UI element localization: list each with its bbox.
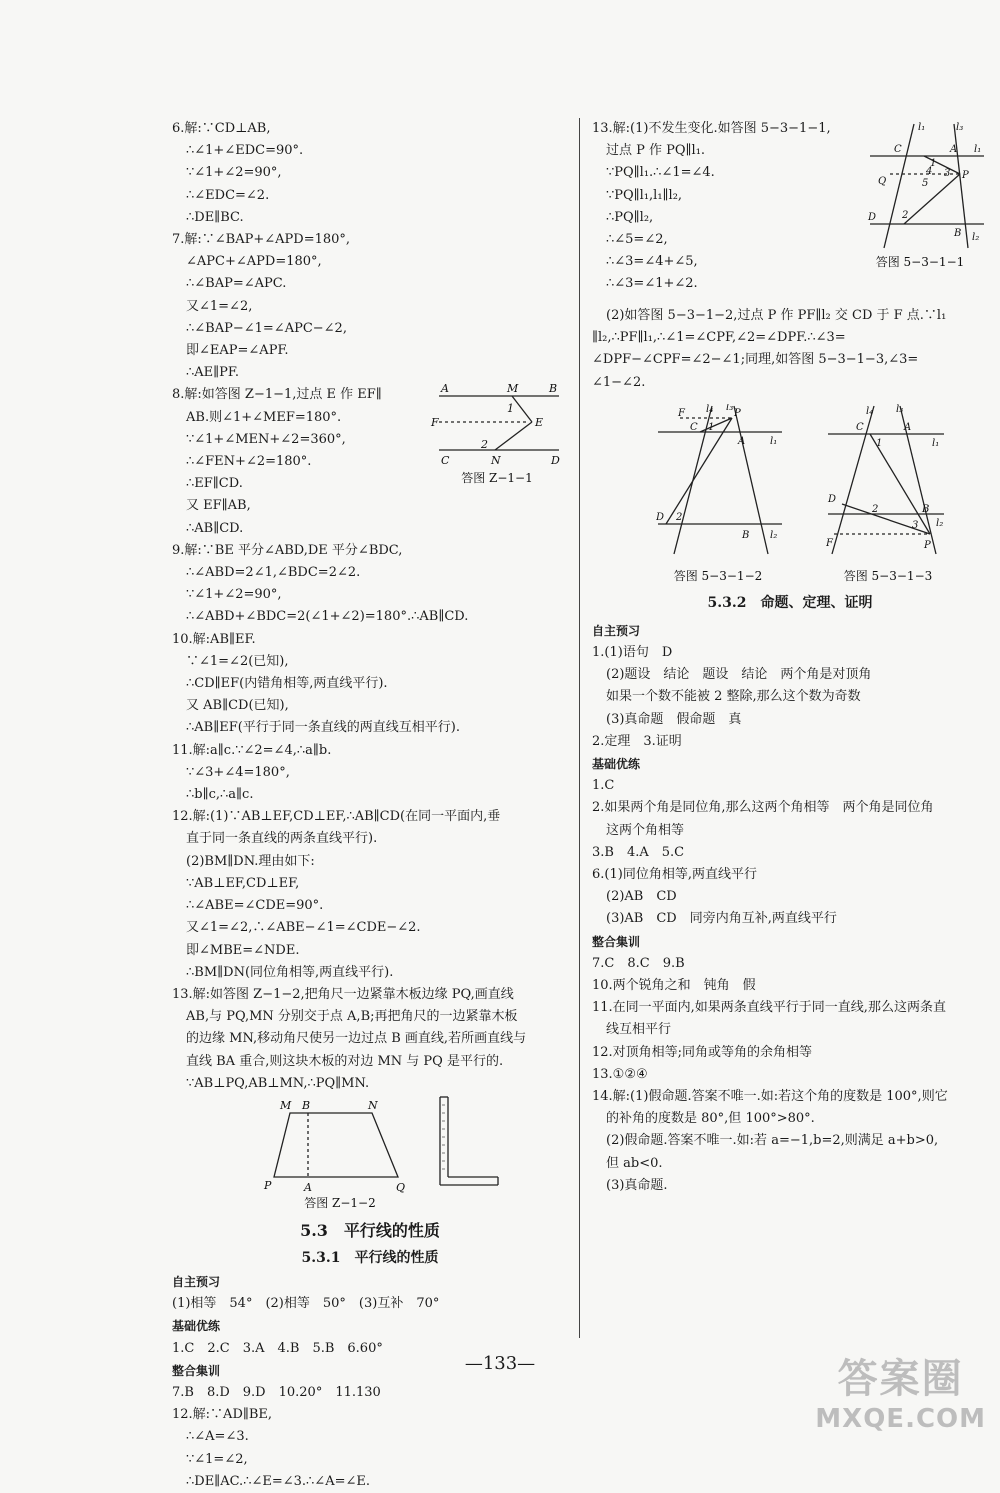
fig-label: N: [368, 1098, 378, 1112]
answer-line: ∴EF∥CD.: [186, 476, 243, 492]
fig-label: A: [304, 1180, 312, 1194]
answer-line: 即∠MBE=∠NDE.: [186, 942, 300, 958]
fig-label: A: [441, 382, 449, 396]
answer-line: ∵PQ∥l₁,l₁∥l₂,: [606, 187, 683, 203]
fig-label: N: [491, 454, 501, 468]
answer-line: ∵∠3+∠4=180°,: [186, 764, 290, 780]
heading-basic: 基础优练: [592, 757, 641, 772]
answer-line: 12.解:(1)∵AB⊥EF,CD⊥EF,∴AB∥CD(在同一平面内,垂: [172, 809, 501, 825]
answer-line: 线互相平行: [606, 1022, 672, 1038]
answer-line: 1.C: [592, 778, 615, 794]
answer-line: 12.对顶角相等;同角或等角的余角相等: [592, 1044, 813, 1060]
fig-label: P: [924, 539, 931, 551]
answer-line: ∴∠A=∠3.: [186, 1429, 249, 1445]
answer-line: ∵∠1+∠2=90°,: [186, 165, 282, 181]
answer-line: 直线 BA 重合,则这块木板的对边 MN 与 PQ 是平行的.: [186, 1053, 504, 1069]
subsection-title: 5.3.2 命题、定理、证明: [707, 594, 873, 611]
answer-line: 直于同一条直线的两条直线平行).: [186, 831, 378, 847]
section-title: 5.3 平行线的性质: [300, 1220, 440, 1240]
answer-line: 10.解:AB∥EF.: [172, 631, 256, 647]
answer-line: ∴DE∥AC.∴∠E=∠3.∴∠A=∠E.: [186, 1473, 370, 1489]
answer-line: ∠DPF−∠CPF=∠2−∠1;同理,如答图 5−3−1−3,∠3=: [592, 352, 919, 368]
answer-line: ∴DE∥BC.: [186, 209, 244, 225]
answer-line: 又∠1=∠2,∴∠ABE−∠1=∠CDE−∠2.: [186, 920, 421, 936]
fig-label: l₃: [896, 403, 904, 415]
fig-label: 1: [708, 421, 715, 433]
answer-line: ∴BM∥DN(同位角相等,两直线平行).: [186, 964, 394, 980]
answer-line: ∴∠BAP=∠APC.: [186, 276, 287, 292]
fig-label: E: [535, 416, 544, 430]
answer-line: 又 AB∥CD(已知),: [186, 698, 289, 714]
heading-basic: 基础优练: [172, 1319, 221, 1334]
fig-label: B: [954, 228, 962, 239]
fig-label: 1: [507, 402, 514, 416]
answer-line: ∵AB⊥EF,CD⊥EF,: [186, 875, 300, 891]
answer-line: 13.①②④: [592, 1066, 648, 1082]
fig-label: P: [264, 1178, 272, 1192]
answer-line: ∠1−∠2.: [592, 374, 646, 390]
answer-line: ∴PQ∥l₂,: [606, 209, 654, 225]
right-column: [592, 118, 988, 1197]
answer-line: 又∠1=∠2,: [186, 298, 253, 314]
answer-line: 1.C 2.C 3.A 4.B 5.B 6.60°: [172, 1340, 383, 1356]
watermark-url: MXQE.COM: [815, 1404, 986, 1434]
fig-label: C: [856, 421, 864, 433]
answer-line: 7.解:∵∠BAP+∠APD=180°,: [172, 232, 351, 248]
answer-line: ∵∠1=∠2(已知),: [186, 653, 289, 669]
answer-line: AB.则∠1+∠MEF=180°.: [186, 409, 342, 425]
page-number: —133—: [464, 1353, 536, 1374]
fig-label: A: [950, 144, 958, 155]
fig-label: l₄: [706, 403, 714, 415]
answer-line: ∴∠ABD=2∠1,∠BDC=2∠2.: [186, 565, 361, 581]
fig-label: l₃: [956, 122, 964, 133]
fig-label: C: [690, 421, 698, 433]
fig-label: P: [962, 170, 969, 181]
answer-line: (2)假命题.答案不唯一.如:若 a=−1,b=2,则满足 a+b>0,: [606, 1133, 939, 1149]
figure-caption: 答图 5−3−1−2: [673, 568, 763, 583]
answer-line: (3)AB CD 同旁内角互补,两直线平行: [606, 911, 837, 927]
fig-label: D: [551, 454, 560, 468]
fig-label: Q: [878, 176, 887, 187]
answer-line: 14.解:(1)假命题.答案不唯一.如:若这个角的度数是 100°,则它: [592, 1089, 948, 1105]
fig-label: D: [868, 212, 877, 223]
answer-line: (2)题设 结论 题设 结论 两个角是对顶角: [606, 667, 872, 683]
answer-line: ∴AB∥EF(平行于同一条直线的两直线互相平行).: [186, 720, 461, 736]
q8-block: [172, 384, 568, 495]
answer-line: 的补角的度数是 80°,但 100°>80°.: [606, 1111, 815, 1127]
answer-line: 这两个角相等: [606, 822, 685, 838]
answer-line: ∴AB∥CD.: [186, 520, 244, 536]
fig-label: C: [441, 454, 450, 468]
answer-line: 2.如果两个角是同位角,那么这两个角相等 两个角是同位角: [592, 800, 934, 816]
fig-label: B: [922, 503, 930, 515]
answer-line: 13.解:如答图 Z−1−2,把角尺一边紧靠木板边缘 PQ,画直线: [172, 986, 514, 1002]
fig-label: 2: [902, 210, 909, 221]
fig-label: M: [280, 1098, 292, 1112]
answer-line: ∴∠ABE=∠CDE=90°.: [186, 898, 324, 914]
answer-line: 又 EF∥AB,: [186, 498, 251, 514]
answer-line: ∴CD∥EF(内错角相等,两直线平行).: [186, 676, 388, 692]
answer-line: ∴AE∥PF.: [186, 365, 240, 381]
figure-caption: 答图 5−3−1−1: [875, 255, 965, 269]
fig-label: l₂: [936, 517, 944, 529]
answer-line: ∵∠1+∠2=90°,: [186, 587, 282, 603]
answer-line: 12.解:∵AD∥BE,: [172, 1407, 273, 1423]
answer-line: 即∠EAP=∠APF.: [186, 343, 289, 359]
answer-line: ∴∠3=∠1+∠2.: [606, 276, 698, 292]
fig-label: A: [904, 421, 912, 433]
fig-label: l₂: [770, 529, 778, 541]
fig-label: 4: [926, 166, 933, 177]
fig-label: D: [828, 493, 837, 505]
figure-z-1-2: [260, 1095, 500, 1213]
fig-label: 3: [944, 168, 951, 179]
answer-line: 的边缘 MN,移动角尺使另一边过点 B 画直线,若所画直线与: [186, 1031, 527, 1047]
figures-row: [592, 394, 988, 584]
fig-label: Q: [396, 1180, 406, 1194]
fig-label: 2: [872, 503, 879, 515]
answer-line: 如果一个数不能被 2 整除,那么这个数为奇数: [606, 689, 861, 705]
fig-label: l₁: [770, 435, 778, 447]
answer-line: ∵∠1+∠MEN+∠2=360°,: [186, 431, 346, 447]
heading-preview: 自主预习: [172, 1274, 221, 1289]
answer-line: 1.(1)语句 D: [592, 645, 673, 661]
fig-label: F: [678, 407, 685, 419]
answer-line: ∴∠5=∠2,: [606, 232, 668, 248]
figure-z-1-1: [427, 382, 567, 492]
figure-5-3-1-1: [864, 120, 988, 270]
fig-label: 5: [922, 178, 929, 189]
fig-label: 3: [912, 519, 919, 531]
figure-5-3-1-2: [656, 404, 786, 584]
answer-line: 过点 P 作 PQ∥l₁.: [606, 143, 706, 159]
answer-line: 11.解:a∥c.∵∠2=∠4,∴a∥b.: [172, 742, 332, 758]
answer-line: ∴∠1+∠EDC=90°.: [186, 143, 304, 159]
answer-line: 6.(1)同位角相等,两直线平行: [592, 867, 757, 883]
site-watermark: [815, 1347, 986, 1434]
answer-line: 13.解:(1)不发生变化.如答图 5−3−1−1,: [592, 121, 831, 136]
answer-line: ∴b∥c,∴a∥c.: [186, 787, 254, 803]
fig-label: F: [431, 416, 439, 430]
fig-label: l₃: [726, 403, 734, 413]
heading-integrate: 整合集训: [172, 1363, 221, 1378]
column-divider: [579, 118, 580, 1338]
answer-line: ∥l₂,∴PF∥l₁,∴∠1=∠CPF,∠2=∠DPF.∴∠3=: [592, 330, 846, 346]
answer-line: (2)AB CD: [606, 889, 677, 905]
figure-caption: 答图 5−3−1−3: [843, 568, 933, 583]
fig-label: C: [894, 144, 902, 155]
answer-line: 8.解:如答图 Z−1−1,过点 E 作 EF∥: [172, 387, 382, 403]
answer-line: 2.定理 3.证明: [592, 733, 682, 749]
answer-line: 10.两个锐角之和 钝角 假: [592, 978, 756, 994]
watermark-text: 答案圈: [837, 1356, 964, 1402]
answer-line: (2)如答图 5−3−1−2,过点 P 作 PF∥l₂ 交 CD 于 F 点.∵l₁: [606, 308, 947, 323]
fig-label: F: [826, 537, 833, 549]
figure-caption: 答图 Z−1−1: [461, 471, 533, 486]
answer-line: (2)BM∥DN.理由如下:: [186, 853, 315, 869]
answer-line: ∵PQ∥l₁.∴∠1=∠4.: [606, 165, 715, 181]
fig-label: D: [656, 511, 665, 523]
q13-block: [592, 118, 988, 305]
answer-line: ∴∠EDC=∠2.: [186, 187, 270, 203]
answer-line: ∴∠FEN+∠2=180°.: [186, 454, 312, 470]
answer-line: (3)真命题 假命题 真: [606, 711, 742, 727]
answer-line: 3.B 4.A 5.C: [592, 844, 685, 860]
fig-label: l₂: [972, 232, 980, 243]
answer-line: (3)真命题.: [606, 1177, 668, 1193]
answer-line: 7.C 8.C 9.B: [592, 955, 685, 971]
answer-line: (1)相等 54° (2)相等 50° (3)互补 70°: [172, 1296, 440, 1312]
fig-label: 2: [481, 438, 488, 452]
fig-label: 1: [930, 158, 937, 169]
answer-line: 7.B 8.D 9.D 10.20° 11.130: [172, 1384, 381, 1400]
fig-label: B: [742, 529, 750, 541]
fig-label: B: [549, 382, 558, 396]
fig-label: M: [507, 382, 519, 396]
subsection-title: 5.3.1 平行线的性质: [301, 1249, 439, 1266]
figure-caption: 答图 Z−1−2: [304, 1195, 376, 1210]
fig-label: l₁: [918, 122, 926, 133]
answer-line: ∴∠BAP−∠1=∠APC−∠2,: [186, 320, 347, 336]
fig-label: 2: [676, 511, 683, 523]
answer-line: ∴∠3=∠4+∠5,: [606, 254, 698, 270]
answer-line: ∴∠ABD+∠BDC=2(∠1+∠2)=180°.∴AB∥CD.: [186, 609, 469, 625]
fig-label: l₁: [932, 437, 940, 449]
answer-line: ∠APC+∠APD=180°,: [186, 254, 322, 270]
answer-line: 但 ab<0.: [606, 1155, 663, 1171]
fig-label: 1: [876, 437, 883, 449]
answer-line: ∵AB⊥PQ,AB⊥MN,∴PQ∥MN.: [186, 1075, 370, 1091]
answer-line: 9.解:∵BE 平分∠ABD,DE 平分∠BDC,: [172, 542, 403, 558]
fig-label: A: [738, 435, 746, 447]
fig-label: P: [734, 407, 741, 419]
left-column: [172, 118, 568, 1493]
heading-preview: 自主预习: [592, 623, 641, 638]
figure-5-3-1-3: [826, 404, 966, 584]
answer-line: 11.在同一平面内,如果两条直线平行于同一直线,那么这两条直: [592, 1000, 946, 1016]
fig-label: l₁: [974, 144, 982, 155]
fig-label: l₄: [866, 405, 874, 417]
answer-line: ∵∠1=∠2,: [186, 1451, 248, 1467]
answer-line: 6.解:∵CD⊥AB,: [172, 121, 271, 136]
heading-integrate: 整合集训: [592, 934, 641, 949]
fig-label: B: [302, 1098, 311, 1112]
answer-line: AB,与 PQ,MN 分别交于点 A,B;再把角尺的一边紧靠木板: [186, 1009, 518, 1025]
